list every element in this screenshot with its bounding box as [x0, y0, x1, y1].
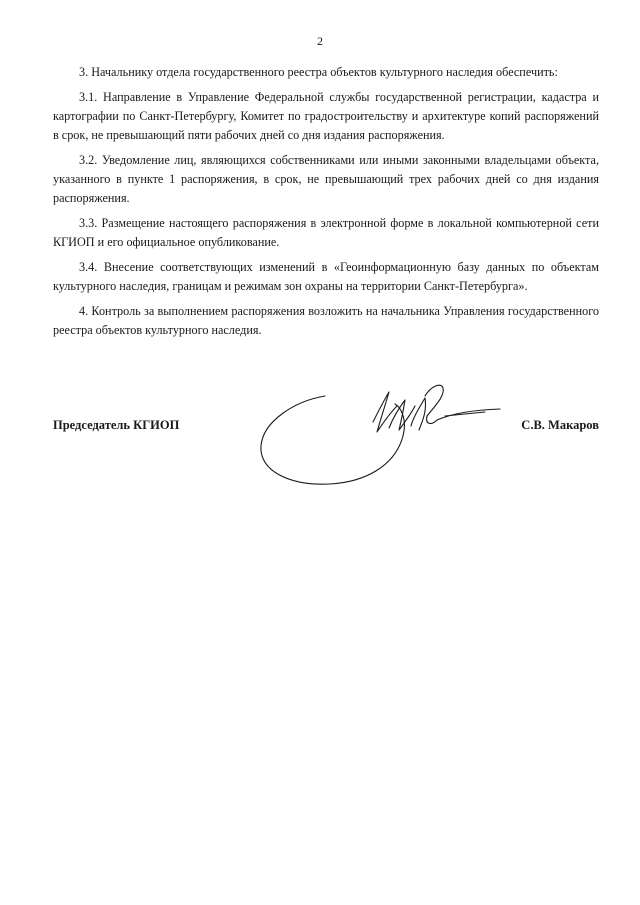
paragraph-3-1: 3.1. Направление в Управление Федеральной службы государственной регистрации, кадастра и картографии по Санкт-Петербургу, Комитет по градостроительству и архитектуре копий распоряжений в срок, не превышающий пяти рабочих дней со дня издания распоряжения.: [53, 90, 599, 142]
paragraph-3-2: 3.2. Уведомление лиц, являющихся собственниками или иными законными владельцами объекта, указанного в пункте 1 распоряжения, в срок, не превышающий трех рабочих дней со дня издания распоряжения.: [53, 153, 599, 205]
paragraph-3-3: 3.3. Размещение настоящего распоряжения в электронной форме в локальной компьютерной сети КГИОП и его официальное опубликование.: [53, 216, 599, 249]
paragraph-4: 4. Контроль за выполнением распоряжения возложить на начальника Управления государственного реестра объектов культурного наследия.: [53, 304, 599, 337]
document-body: [53, 63, 599, 346]
signatory-name: С.В. Макаров: [521, 418, 599, 432]
page-number: 2: [317, 34, 323, 48]
paragraph-3-4: 3.4. Внесение соответствующих изменений в «Геоинформационную базу данных по объектам культурного наследия, границам и режимам зон охраны на территории Санкт-Петербурга».: [53, 260, 599, 293]
handwritten-signature: [255, 376, 505, 496]
signatory-position: Председатель КГИОП: [53, 418, 180, 432]
paragraph-3: 3. Начальнику отдела государственного реестра объектов культурного наследия обеспечить:: [79, 65, 558, 79]
